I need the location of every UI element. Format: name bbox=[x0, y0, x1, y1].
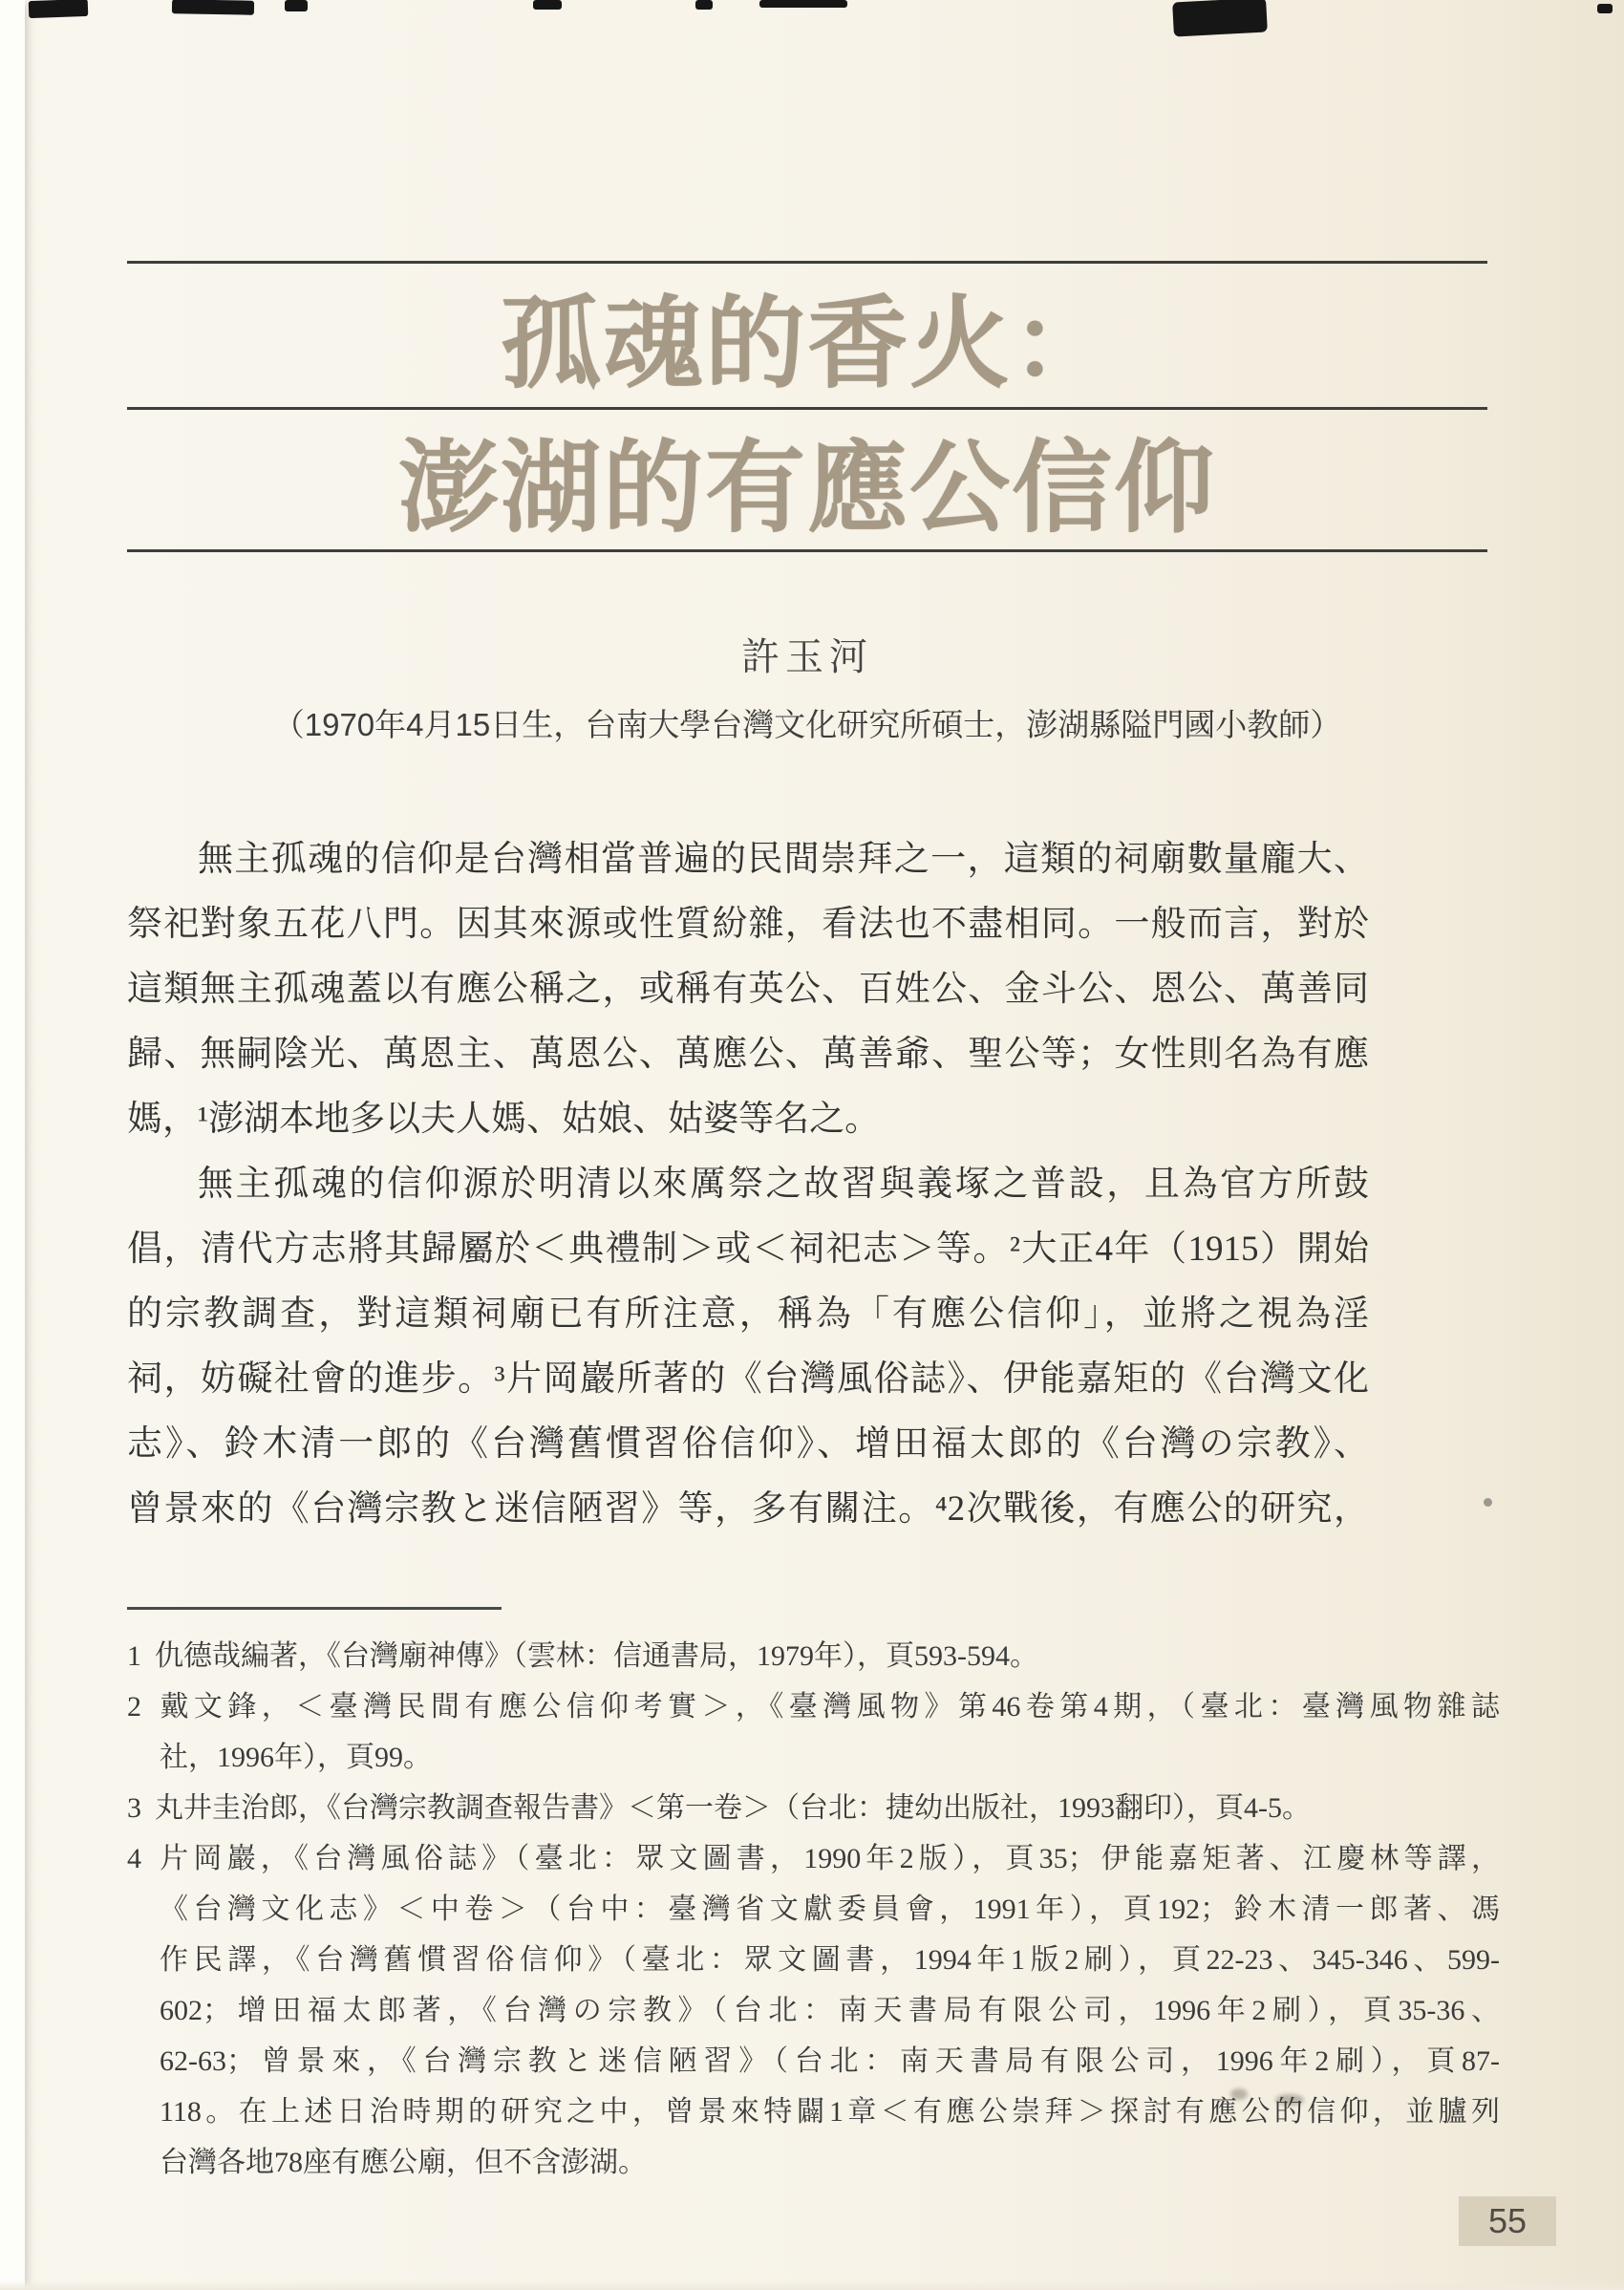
footnote-marker: 3 bbox=[127, 1792, 141, 1824]
footnote-line: 118。在上述日治時期的研究之中，曾景來特闢1章＜有應公崇拜＞探討有應公的信仰，並臚列 bbox=[160, 2096, 1500, 2128]
page-number: 55 bbox=[1459, 2196, 1556, 2246]
footnote-text: 仇德哉編著，《台灣廟神傳》（雲林：信通書局，1979年），頁593-594。 bbox=[155, 1640, 1038, 1672]
footnote-marker: 1 bbox=[127, 1640, 141, 1672]
body-line: 的宗教調查，對這類祠廟已有所注意，稱為「有應公信仰」，並將之視為淫 bbox=[127, 1295, 1369, 1334]
footnote-line bbox=[127, 1631, 1500, 1681]
footnote-text: 片岡巖，《台灣風俗誌》（臺北：眾文圖書，1990年2版），頁35；伊能嘉矩著、江慶林等譯， bbox=[155, 1843, 1500, 1874]
page-content bbox=[127, 0, 1500, 2188]
footnote-item bbox=[127, 1631, 1500, 1681]
scan-bottom-edge bbox=[0, 2280, 1624, 2290]
footnote-item bbox=[127, 1833, 1500, 2188]
scan-left-edge bbox=[0, 0, 25, 2290]
footnotes bbox=[127, 1631, 1500, 2188]
footnote-marker: 2 bbox=[127, 1691, 141, 1723]
scan-artifact bbox=[1597, 4, 1613, 13]
footnote-line bbox=[127, 1783, 1500, 1833]
body-line: 志》、鈴木清一郎的《台灣舊慣習俗信仰》、增田福太郎的《台灣の宗教》、 bbox=[127, 1424, 1369, 1464]
footnote-line: 62-63；曾景來，《台灣宗教と迷信陋習》（台北：南天書局有限公司，1996年2刷），頁87- bbox=[160, 2045, 1500, 2077]
footnote-line: 社，1996年），頁99。 bbox=[160, 1742, 432, 1773]
author-name: 許玉河 bbox=[741, 635, 873, 678]
author-bio: （1970年4月15日生，台南大學台灣文化研究所碩士，澎湖縣隘門國小教師） bbox=[272, 707, 1342, 742]
footnote-line: 《台灣文化志》＜中卷＞（台中：臺灣省文獻委員會，1991年），頁192；鈴木清一郎著、馮 bbox=[160, 1894, 1500, 1925]
footnote-line bbox=[127, 1833, 1500, 1884]
footnote-marker: 4 bbox=[127, 1843, 141, 1874]
scan-artifact bbox=[29, 0, 89, 18]
title-block bbox=[127, 261, 1487, 552]
page-title-line2: 澎湖的有應公信仰 bbox=[397, 432, 1216, 545]
footnote-line: 台灣各地78座有應公廟，但不含澎湖。 bbox=[160, 2147, 647, 2178]
body-line: 曾景來的《台灣宗教と迷信陋習》等，多有關注。⁴2次戰後，有應公的研究， bbox=[127, 1489, 1369, 1529]
footnote-text: 戴文鋒，＜臺灣民間有應公信仰考實＞，《臺灣風物》第46卷第4期，（臺北：臺灣風物雜誌 bbox=[155, 1691, 1500, 1723]
body-line: 這類無主孤魂蓋以有應公稱之，或稱有英公、百姓公、金斗公、恩公、萬善同 bbox=[127, 970, 1369, 1009]
footnote-item bbox=[127, 1681, 1500, 1783]
body-line: 媽，¹澎湖本地多以夫人媽、姑娘、姑婆等名之。 bbox=[127, 1100, 881, 1139]
body-line: 無主孤魂的信仰源於明清以來厲祭之故習與義塚之普設，且為官方所鼓 bbox=[198, 1165, 1369, 1204]
body-line: 祭祀對象五花八門。因其來源或性質紛雜，看法也不盡相同。一般而言，對於 bbox=[127, 905, 1369, 944]
footnote-item bbox=[127, 1783, 1500, 1833]
body-line: 祠，妨礙社會的進步。³片岡巖所著的《台灣風俗誌》、伊能嘉矩的《台灣文化 bbox=[127, 1359, 1369, 1399]
footnote-text: 丸井圭治郎，《台灣宗教調查報告書》＜第一卷＞（台北：捷幼出版社，1993翻印），頁4-5。 bbox=[155, 1792, 1311, 1824]
page-title-line1: 孤魂的香火： bbox=[500, 288, 1114, 400]
body-line: 無主孤魂的信仰是台灣相當普遍的民間崇拜之一，這類的祠廟數量龐大、 bbox=[198, 840, 1369, 879]
footnote-line: 602；增田福太郎著，《台灣の宗教》（台北：南天書局有限公司，1996年2刷），頁35-36、 bbox=[160, 1995, 1500, 2026]
article-body bbox=[127, 827, 1369, 1542]
footnote-rule bbox=[127, 1607, 502, 1610]
footnote-line: 作民譯，《台灣舊慣習俗信仰》（臺北：眾文圖書，1994年1版2刷），頁22-23、345-346、599- bbox=[160, 1944, 1500, 1976]
body-line: 倡，清代方志將其歸屬於＜典禮制＞或＜祠祀志＞等。²大正4年（1915）開始 bbox=[127, 1230, 1369, 1269]
footnote-line bbox=[127, 1681, 1500, 1732]
body-line: 歸、無嗣陰光、萬恩主、萬恩公、萬應公、萬善爺、聖公等；女性則名為有應 bbox=[127, 1035, 1369, 1074]
